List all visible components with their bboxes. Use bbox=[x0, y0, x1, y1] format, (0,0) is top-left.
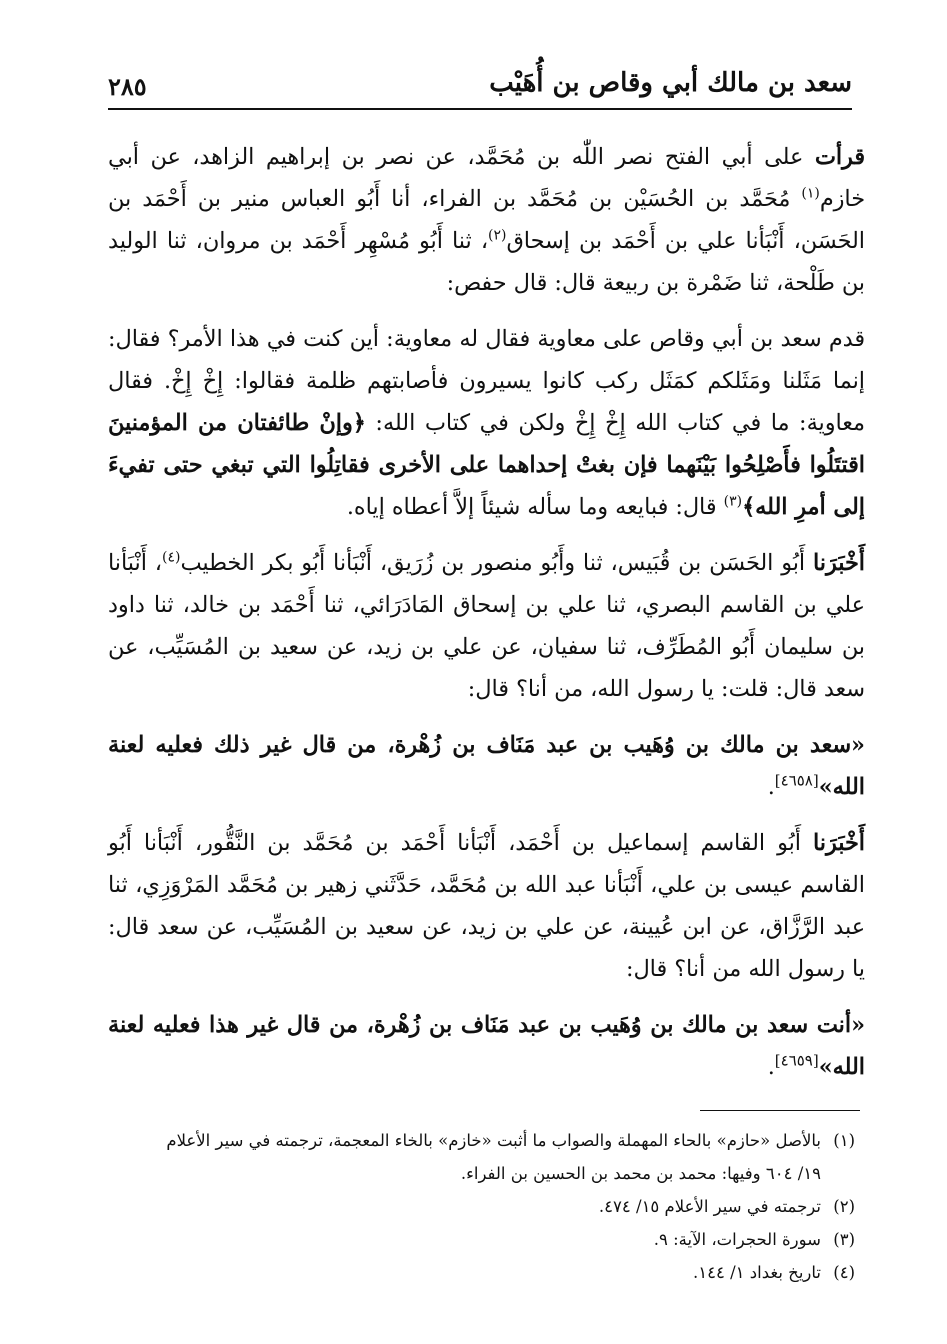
text-segment: ، ثنا أَبُو مُسْهِر أَحْمَد بن مروان، ثنا الوليد بن طَلْحة، ثنا ضَمْرة بن ربيعة قال: قال حفص: bbox=[108, 228, 865, 296]
footnote-1-continued bbox=[82, 1157, 855, 1190]
footnote-separator bbox=[700, 1110, 860, 1111]
footnote-number: (١) bbox=[833, 1131, 855, 1150]
hadith-quote-1 bbox=[108, 724, 865, 808]
hadith-number: [٤٦٥٩] bbox=[774, 1051, 819, 1070]
lead-word: قرأت bbox=[814, 144, 865, 170]
footnote-ref: (٤) bbox=[161, 549, 181, 566]
hadith-number: [٤٦٥٨] bbox=[774, 771, 819, 790]
lead-word: أَخْبَرَنا bbox=[812, 550, 865, 576]
footnote-text: سورة الحجرات، الآية: ٩. bbox=[653, 1230, 821, 1249]
footnote-ref: (٢) bbox=[488, 227, 507, 244]
footnote-ref: (٣) bbox=[723, 493, 743, 510]
page-header bbox=[108, 60, 852, 110]
footnote-2 bbox=[82, 1190, 855, 1223]
footnote-number: (٣) bbox=[833, 1230, 855, 1249]
text-segment: . bbox=[767, 1054, 775, 1080]
main-text bbox=[108, 136, 865, 1102]
footnote-3 bbox=[82, 1223, 855, 1256]
paragraph-isnad-3 bbox=[108, 822, 865, 990]
paragraph-isnad-2 bbox=[108, 542, 865, 710]
footnote-4 bbox=[82, 1256, 855, 1289]
text-segment: ، أَنْبَأنا علي بن القاسم البصري، ثنا علي بن إسحاق المَادَرَائي، ثنا أَحْمَد بن خالد، ثنا داود بن سليمان أَبُو المُطَرِّف، ثنا سفيان، عن علي بن زيد، عن سعيد بن المُسَيِّب، عن سعد قال: قلت: يا رسول الله، من أنا؟ قال: bbox=[108, 550, 865, 702]
running-title: سعد بن مالك أبي وقاص بن أُهَيْب bbox=[489, 68, 852, 98]
footnote-number: (٤) bbox=[833, 1263, 855, 1282]
quran-verse: ﴿وإنْ طائفتان من المؤمنينَ اقتتَلُوا فأَصْلِحُوا بَيْنَهما فإن بغتْ إحداهما على الأخرى فقاتِلُوا التي تبغي حتى تفيءَ إلى أمرِ الله﴾ bbox=[108, 410, 865, 520]
footnotes bbox=[82, 1124, 855, 1289]
hadith-text: «سعد بن مالك بن وُهَيب بن عبد مَنَاف بن زُهْرة، من قال غير ذلك فعليه لعنة الله» bbox=[108, 732, 865, 800]
footnote-text: بالأصل «حازم» بالحاء المهملة والصواب ما أثبت «خازم» بالخاء المعجمة، ترجمته في سير الأعلام bbox=[166, 1131, 821, 1150]
text-segment: مُحَمَّد بن الحُسَيْن بن مُحَمَّد بن الفراء، أنا أَبُو العباس منير بن أَحْمَد بن الحَسَن، أَنْبَأنا علي بن أَحْمَد بن إسحاق bbox=[108, 186, 866, 254]
text-segment: أَبُو القاسم إسماعيل بن أَحْمَد، أَنْبَأنا أَحْمَد بن مُحَمَّد بن النَّقُّور، أَنْبَأنا أَبُو القاسم عيسى بن علي، أَنْبَأنا عبد الله بن مُحَمَّد، حَدَّثَني زهير بن مُحَمَّد المَرْوَزِي، ثنا عبد الرَّزَّاق، عن ابن عُيينة، عن علي بن زيد، عن سعيد بن المُسَيِّب، عن سعد قال: يا رسول الله من أنا؟ قال: bbox=[108, 830, 865, 982]
footnote-text: ترجمته في سير الأعلام ١٥/ ٤٧٤. bbox=[598, 1197, 821, 1216]
hadith-text: «أنت سعد بن مالك بن وُهَيب بن عبد مَنَاف بن زُهْرة، من قال غير هذا فعليه لعنة الله» bbox=[108, 1012, 865, 1080]
text-segment: . bbox=[767, 774, 775, 800]
text-segment: أَبُو الحَسَن بن قُبَيس، ثنا وأَبُو منصور بن زُرَيق، أَنْبَأنا أَبُو بكر الخطيب bbox=[180, 550, 813, 576]
footnote-number: (٢) bbox=[833, 1197, 855, 1216]
footnote-ref: (١) bbox=[801, 185, 820, 202]
page-number: ٢٨٥ bbox=[108, 72, 147, 101]
paragraph-isnad-1 bbox=[108, 136, 865, 304]
text-segment: على أبي الفتح نصر اللّٰه بن مُحَمَّد، عن نصر بن إبراهيم الزاهد، عن أبي خازم bbox=[108, 144, 865, 212]
lead-word: أَخْبَرَنا bbox=[812, 830, 865, 856]
footnote-text: تاريخ بغداد ١/ ١٤٤. bbox=[693, 1263, 821, 1282]
text-segment: قدم سعد بن أبي وقاص على معاوية فقال له معاوية: أين كنت في هذا الأمر؟ فقال: إنما مَثَلنا ومَثَلكم كمَثَل ركب كانوا يسيرون فأصابتهم ظلمة فقالوا: إِخْ إِخْ. فقال معاوية: ما في كتاب الله إِخْ إِخْ ولكن في كتاب الله: bbox=[108, 326, 865, 436]
footnote-1 bbox=[82, 1124, 855, 1157]
text-segment: قال: فبايعه وما سأله شيئاً إلاَّ أعطاه إياه. bbox=[346, 494, 724, 520]
footnote-text: ١٩/ ٦٠٤ وفيها: محمد بن محمد بن الحسين بن الفراء. bbox=[460, 1164, 821, 1183]
hadith-quote-2 bbox=[108, 1004, 865, 1088]
paragraph-narration bbox=[108, 318, 865, 528]
